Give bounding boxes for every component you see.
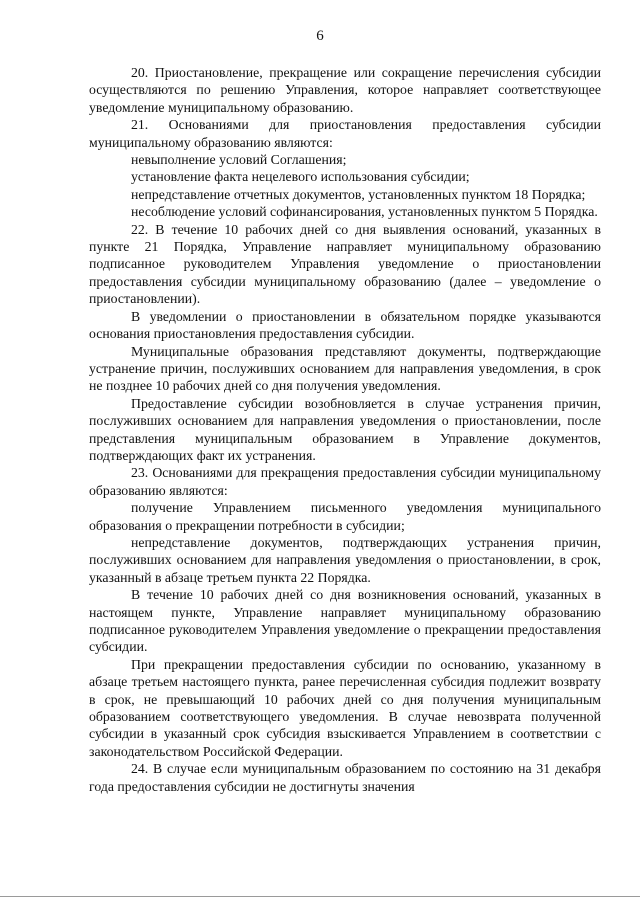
paragraph-21: 21. Основаниями для приостановления предоставления субсидии муниципальному образованию являются: bbox=[89, 117, 601, 150]
paragraph-21-item-2: установление факта нецелевого использования субсидии; bbox=[131, 169, 470, 185]
paragraph-21-item-3: непредставление отчетных документов, установленных пунктом 18 Порядка; bbox=[131, 186, 586, 202]
paragraph-23-notice: В течение 10 рабочих дней со дня возникновения оснований, указанных в настоящем пункте, Управление направляет муниципальному образованию подписанное руководителем Управления уведомление о прекращении предоставления субсидии. bbox=[89, 587, 601, 655]
paragraph-22-notice-content: В уведомлении о приостановлении в обязательном порядке указываются основания приостановления предоставления субсидии. bbox=[89, 308, 601, 342]
paragraph-21-item-4: несоблюдение условий софинансирования, установленных пунктом 5 Порядка. bbox=[131, 204, 598, 220]
paragraph-20: 20. Приостановление, прекращение или сокращение перечисления субсидии осуществляются по решению Управления, которое направляет соответствующее уведомление муниципальному образованию. bbox=[89, 65, 601, 115]
paragraph-22-resumption: Предоставление субсидии возобновляется в случае устранения причин, послуживших основанием для направления уведомления о приостановлении, после представления муниципальным образованием в Управление документов, подтверждающих факт их устранения. bbox=[89, 395, 601, 463]
paragraph-23: 23. Основаниями для прекращения предоставления субсидии муниципальному образованию являются: bbox=[89, 465, 601, 498]
page-number: 6 bbox=[316, 28, 324, 44]
paragraph-23-item-1: получение Управлением письменного уведомления муниципального образования о прекращении потребности в субсидии; bbox=[89, 500, 601, 533]
paragraph-21-item-1: невыполнение условий Соглашения; bbox=[131, 152, 347, 168]
bottom-border-line bbox=[0, 896, 640, 897]
paragraph-22: 22. В течение 10 рабочих дней со дня выявления оснований, указанных в пункте 21 Порядка, Управление направляет муниципальному образованию подписанное руководителем Управления уведомление о приостановлении предоставления субсидии муниципальному образованию (далее – уведомление о приостановлении). bbox=[89, 221, 601, 307]
paragraph-22-documents: Муниципальные образования представляют документы, подтверждающие устранение причин, послуживших основанием для направления уведомления, в срок не позднее 10 рабочих дней со дня получения уведомления. bbox=[89, 343, 601, 394]
paragraph-24: 24. В случае если муниципальным образованием по состоянию на 31 декабря года предоставления субсидии не достигнуты значения bbox=[89, 761, 601, 794]
paragraph-23-item-2: непредставление документов, подтверждающих устранения причин, послуживших основанием для направления уведомления о приостановлении, в срок, указанный в абзаце третьем пункта 22 Порядка. bbox=[89, 534, 601, 585]
paragraph-23-refund: При прекращении предоставления субсидии по основанию, указанному в абзаце третьем настоящего пункта, ранее перечисленная субсидия подлежит возврату в срок, не превышающий 10 рабочих дней со дня получения муниципальным образованием соответствующего уведомления. В случае невозврата полученной субсидии в указанный срок субсидия взыскивается Управлением в соответствии с законодательством Российской Федерации. bbox=[89, 656, 601, 759]
document-body bbox=[89, 64, 601, 795]
